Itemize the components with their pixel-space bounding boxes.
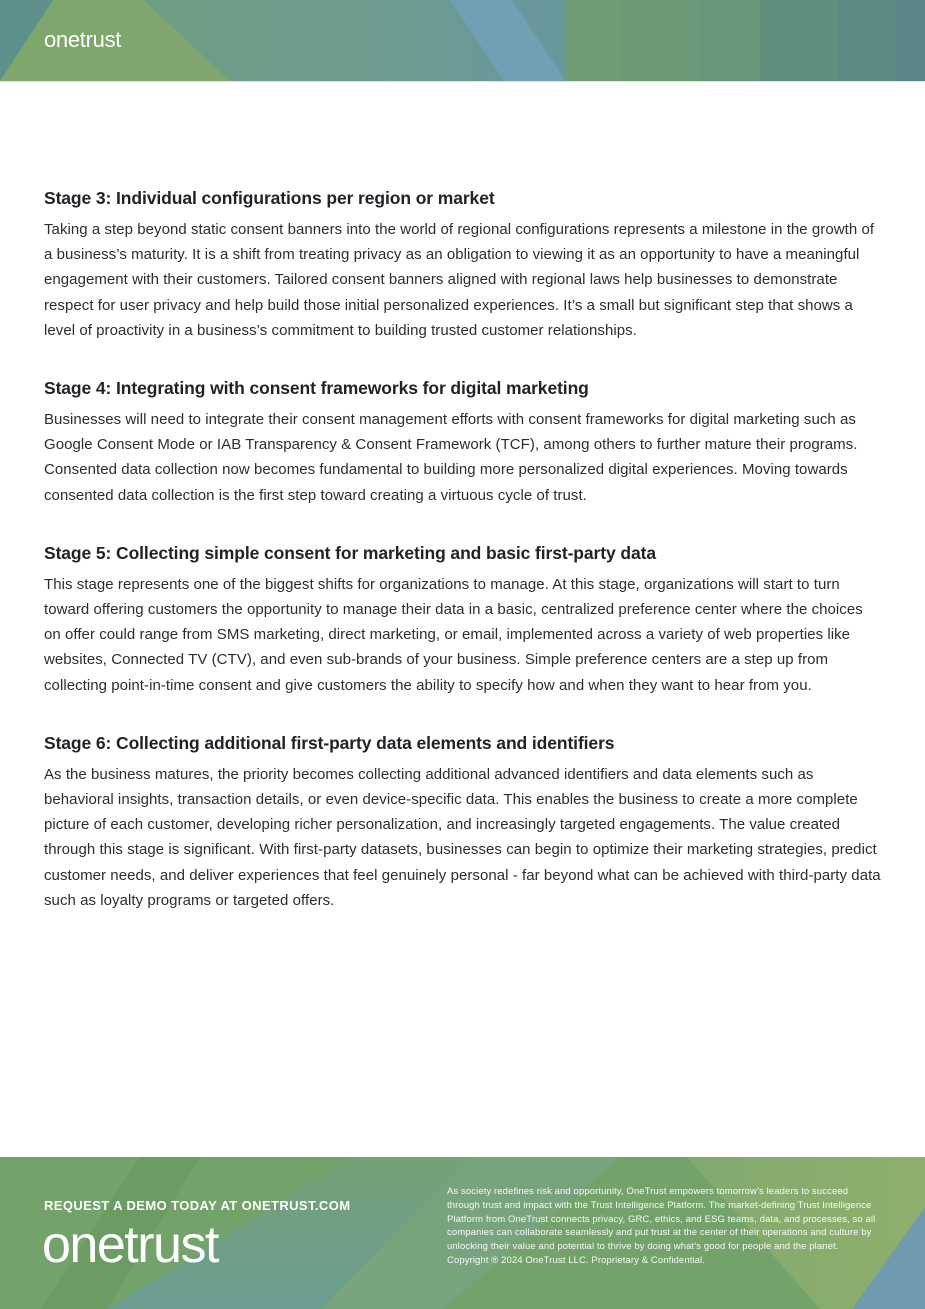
stage-3-paragraph: Taking a step beyond static consent banners into the world of regional configurations represents a milestone in the growth of a business’s maturity. It is a shift from treating privacy as an obligation to viewing it as an opportunity to have a meaningful engagement with their customers. Tailored consent banners aligned with regional laws help businesses to demonstrate respect for user privacy and help build those initial personalized experiences. It’s a small but significant step that shows a level of proactivity in a business’s commitment to building trusted customer relationships. (44, 221, 875, 339)
stage-4-paragraph: Businesses will need to integrate their consent management efforts with consent frameworks for digital marketing such as Google Consent Mode or IAB Transparency & Consent Framework (TCF), among others to further mature their programs. Consented data collection now becomes fundamental to building more personalized digital experiences. Moving towards consented data collection is the first step toward creating a virtuous cycle of trust. (44, 411, 858, 504)
footer-copyright: Copyright ® 2024 OneTrust LLC. Proprietary & Confidential. (447, 1254, 705, 1266)
stage-3-section (44, 186, 882, 343)
stage-5-heading: Stage 5: Collecting simple consent for marketing and basic first-party data (44, 542, 656, 563)
footer-about-text (447, 1185, 877, 1268)
onetrust-logo: onetrust (44, 27, 122, 52)
stage-5-section (44, 541, 882, 698)
document-content (44, 186, 882, 946)
request-demo-link[interactable]: REQUEST A DEMO TODAY AT ONETRUST.COM (44, 1198, 351, 1213)
stage-6-section (44, 731, 882, 913)
stage-4-heading: Stage 4: Integrating with consent frameworks for digital marketing (44, 378, 589, 399)
stage-6-paragraph: As the business matures, the priority becomes collecting additional advanced identifiers and data elements such as behavioral insights, transaction details, or even device-specific data. This enables the business to create a more complete picture of each customer, developing richer personalization, and increasingly targeted engagements. The value created through this stage is significant. With first-party datasets, businesses can begin to optimize their marketing strategies, predict customer needs, and deliver experiences that feel genuinely personal - far beyond what can be achieved with third-party data such as loyalty programs or targeted offers. (44, 765, 881, 909)
footer-band (0, 1157, 925, 1309)
stage-5-paragraph: This stage represents one of the biggest shifts for organizations to manage. At this stage, organizations will start to turn toward offering customers the opportunity to manage their data in a basic, centralized preference center where the choices on offer could range from SMS marketing, direct marketing, or email, implemented across a variety of web properties like websites, Connected TV (CTV), and even sub-brands of your business. Simple preference centers are a step up from collecting point-in-time consent and give customers the ability to specify how and when they want to hear from you. (44, 575, 863, 694)
stage-3-heading: Stage 3: Individual configurations per region or market (44, 188, 495, 208)
stage-6-heading: Stage 6: Collecting additional first-party data elements and identifiers (44, 732, 615, 753)
header-art (0, 0, 925, 81)
stage-4-section (44, 376, 882, 508)
onetrust-footer-logo: onetrust (42, 1216, 218, 1274)
footer-about-paragraph: As society redefines risk and opportunity, OneTrust empowers tomorrow’s leaders to succeed through trust and impact with the Trust Intelligence Platform. The market-defining Trust Intelligence Platform from OneTrust connects privacy, GRC, ethics, and ESG teams, data, and processes, so all companies can collaborate seamlessly and put trust at the center of their operations and culture by unlocking their value and potential to thrive by doing what’s good for people and the planet. (447, 1186, 876, 1253)
header-band (0, 0, 925, 82)
